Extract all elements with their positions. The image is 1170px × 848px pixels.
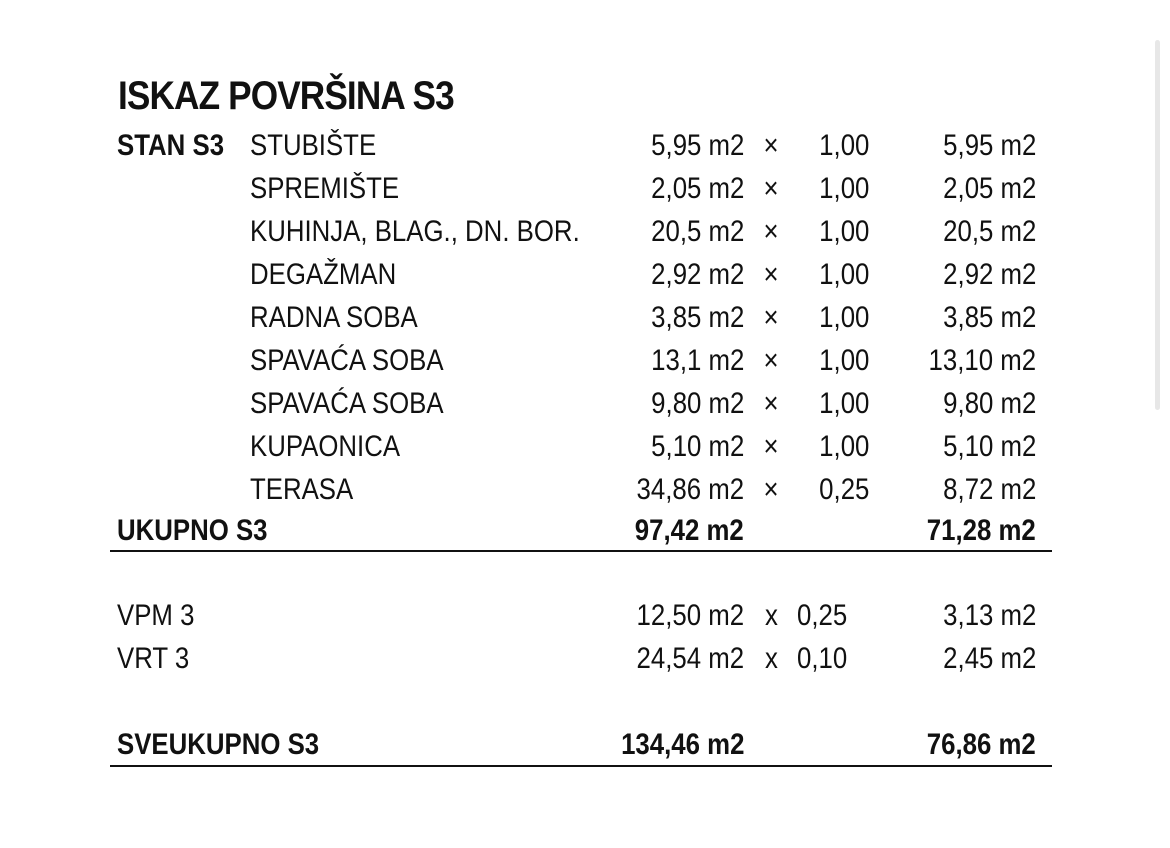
row-area: 5,95 m2 <box>650 129 744 162</box>
row-name: SPAVAĆA SOBA <box>250 387 444 420</box>
total-divider <box>110 765 1052 767</box>
row-result: 9,80 m2 <box>942 387 1036 420</box>
multiply-sign: × <box>763 172 779 205</box>
row-result: 13,10 m2 <box>928 344 1036 377</box>
scrollbar[interactable] <box>1155 40 1160 410</box>
row-area: 13,1 m2 <box>650 344 744 377</box>
row-area: 20,5 m2 <box>650 215 744 248</box>
row-coefficient: 1,00 <box>818 301 869 334</box>
extra-name: VPM 3 <box>117 599 195 632</box>
row-name: SPREMIŠTE <box>250 172 400 205</box>
extra-coefficient: 0,10 <box>797 642 848 675</box>
unit-label: STAN S3 <box>117 129 225 162</box>
extra-coefficient: 0,25 <box>797 599 848 632</box>
row-coefficient: 1,00 <box>818 258 869 291</box>
row-result: 8,72 m2 <box>942 473 1036 506</box>
subtotal-area: 97,42 m2 <box>634 514 744 547</box>
row-area: 2,05 m2 <box>650 172 744 205</box>
row-name: SPAVAĆA SOBA <box>250 344 444 377</box>
row-coefficient: 1,00 <box>818 344 869 377</box>
row-coefficient: 0,25 <box>818 473 869 506</box>
multiply-sign: × <box>763 301 779 334</box>
row-area: 5,10 m2 <box>650 430 744 463</box>
row-name: STUBIŠTE <box>250 129 377 162</box>
multiply-sign: × <box>763 129 779 162</box>
row-name: KUHINJA, BLAG., DN. BOR. <box>250 215 580 248</box>
total-area: 134,46 m2 <box>620 728 744 761</box>
row-area: 3,85 m2 <box>650 301 744 334</box>
row-coefficient: 1,00 <box>818 430 869 463</box>
subtotal-label: UKUPNO S3 <box>117 514 268 547</box>
row-name: TERASA <box>250 473 354 506</box>
extra-area: 24,54 m2 <box>636 642 744 675</box>
multiply-sign: × <box>763 258 779 291</box>
extra-result: 2,45 m2 <box>942 642 1036 675</box>
total-result: 76,86 m2 <box>926 728 1036 761</box>
row-coefficient: 1,00 <box>818 215 869 248</box>
extra-name: VRT 3 <box>117 642 190 675</box>
multiply-sign: × <box>763 215 779 248</box>
row-coefficient: 1,00 <box>818 387 869 420</box>
subtotal-divider <box>110 550 1052 552</box>
multiply-sign: x <box>765 599 778 632</box>
multiply-sign: × <box>763 473 779 506</box>
row-result: 5,10 m2 <box>942 430 1036 463</box>
row-area: 34,86 m2 <box>636 473 744 506</box>
row-result: 2,05 m2 <box>942 172 1036 205</box>
row-result: 2,92 m2 <box>942 258 1036 291</box>
row-area: 2,92 m2 <box>650 258 744 291</box>
row-name: DEGAŽMAN <box>250 258 397 291</box>
extra-area: 12,50 m2 <box>636 599 744 632</box>
row-result: 20,5 m2 <box>942 215 1036 248</box>
row-name: RADNA SOBA <box>250 301 418 334</box>
subtotal-result: 71,28 m2 <box>926 514 1036 547</box>
row-coefficient: 1,00 <box>818 172 869 205</box>
multiply-sign: × <box>763 387 779 420</box>
row-result: 5,95 m2 <box>942 129 1036 162</box>
multiply-sign: × <box>763 430 779 463</box>
row-result: 3,85 m2 <box>942 301 1036 334</box>
row-name: KUPAONICA <box>250 430 401 463</box>
page-title: ISKAZ POVRŠINA S3 <box>118 74 454 118</box>
total-label: SVEUKUPNO S3 <box>117 728 320 761</box>
row-area: 9,80 m2 <box>650 387 744 420</box>
multiply-sign: x <box>765 642 778 675</box>
row-coefficient: 1,00 <box>818 129 869 162</box>
extra-result: 3,13 m2 <box>942 599 1036 632</box>
multiply-sign: × <box>763 344 779 377</box>
